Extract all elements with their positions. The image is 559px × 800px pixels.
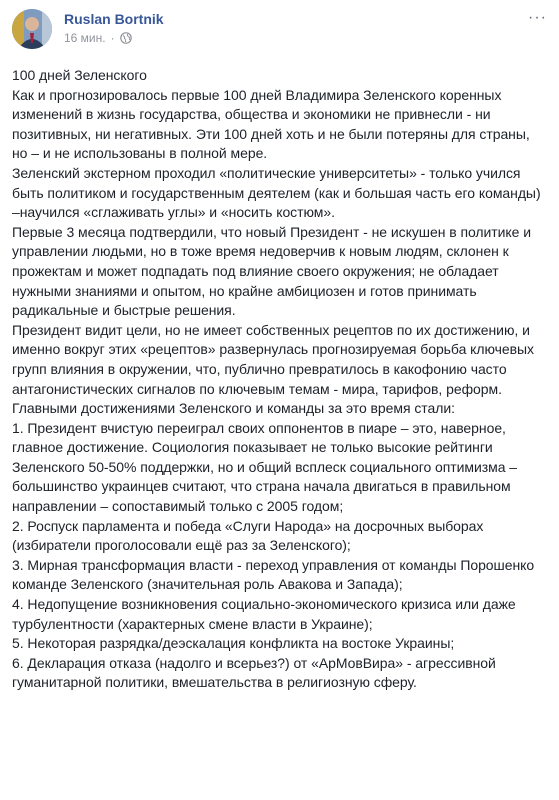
- timestamp[interactable]: 16 мин.: [64, 31, 106, 45]
- list-item: 1. Президент вчистую переиграл своих оппонентов в пиаре – это, наверное, главное достижение. Социология показывает не только высокие рейтинги Зеленского 50-50% поддержки, но и общий всплеск социального оптимизма – большинство украинцев считают, что страна начала двигаться в правильном направлении – сопоставимый только с 2005 годом;: [12, 419, 518, 515]
- separator-dot: ·: [110, 31, 115, 45]
- list-item: 6. Декларация отказа (надолго и всерьез?) от «АрМовВира» - агрессивной гуманитарной политики, вмешательства в религиозную сферу.: [12, 654, 496, 691]
- more-options-icon[interactable]: ···: [528, 9, 547, 26]
- post-paragraph: Президент видит цели, но не имеет собственных рецептов по их достижению, и именно вокруг этих «рецептов» развернулась прогнозируемая борьба ключевых групп влияния в окружении, что, публично превратилось в какофонию часто антагонистических сигналов по ключевым темам - мира, тарифов, реформ.: [12, 321, 534, 397]
- list-item: 5. Некоторая разрядка/деэскалация конфликта на востоке Украины;: [12, 635, 455, 652]
- post-body: [12, 66, 548, 693]
- avatar-photo-icon: [12, 9, 52, 49]
- post-title: 100 дней Зеленского: [12, 67, 147, 83]
- post-meta: [64, 31, 132, 45]
- post-paragraph: Зеленский экстерном проходил «политические университеты» - только учился быть политиком и государственным деятелем (как и большая часть его команды) –научился «сглаживать углы» и «носить костюм».: [12, 164, 541, 221]
- post-paragraph: Главными достижениями Зеленского и команды за это время стали:: [12, 400, 455, 417]
- post-paragraph: Как и прогнозировалось первые 100 дней Владимира Зеленского коренных изменений в жизнь государства, общества и экономики не привнесли - ни позитивных, ни негативных. Эти 100 дней хоть и не были потеряны для страны, но – и не использованы в полной мере.: [12, 86, 530, 162]
- list-item: 3. Мирная трансформация власти - переход управления от команды Порошенко команде Зеленского (значительная роль Авакова и Запада);: [12, 556, 535, 593]
- list-item: 4. Недопущение возникновения социально-экономического кризиса или даже турбулентности (характерных смене власти в Украине);: [12, 596, 516, 632]
- avatar[interactable]: [12, 9, 52, 49]
- globe-icon[interactable]: [120, 32, 132, 44]
- list-item: 2. Роспуск парламента и победа «Слуги Народа» на досрочных выборах (избиратели проголосовали ещё раз за Зеленского);: [12, 517, 484, 554]
- post-header: [12, 9, 547, 49]
- post-paragraph: Первые 3 месяца подтвердили, что новый Президент - не искушен в политике и управлении людьми, но в тоже время недоверчив к новым людям, склонен к прожектам и может подпадать под влияние своего окружения; не обладает нужными знаниями и опытом, но крайне амбициозен и готов принимать радикальные и быстрые решения.: [12, 223, 531, 319]
- author-name[interactable]: Ruslan Bortnik: [64, 11, 164, 27]
